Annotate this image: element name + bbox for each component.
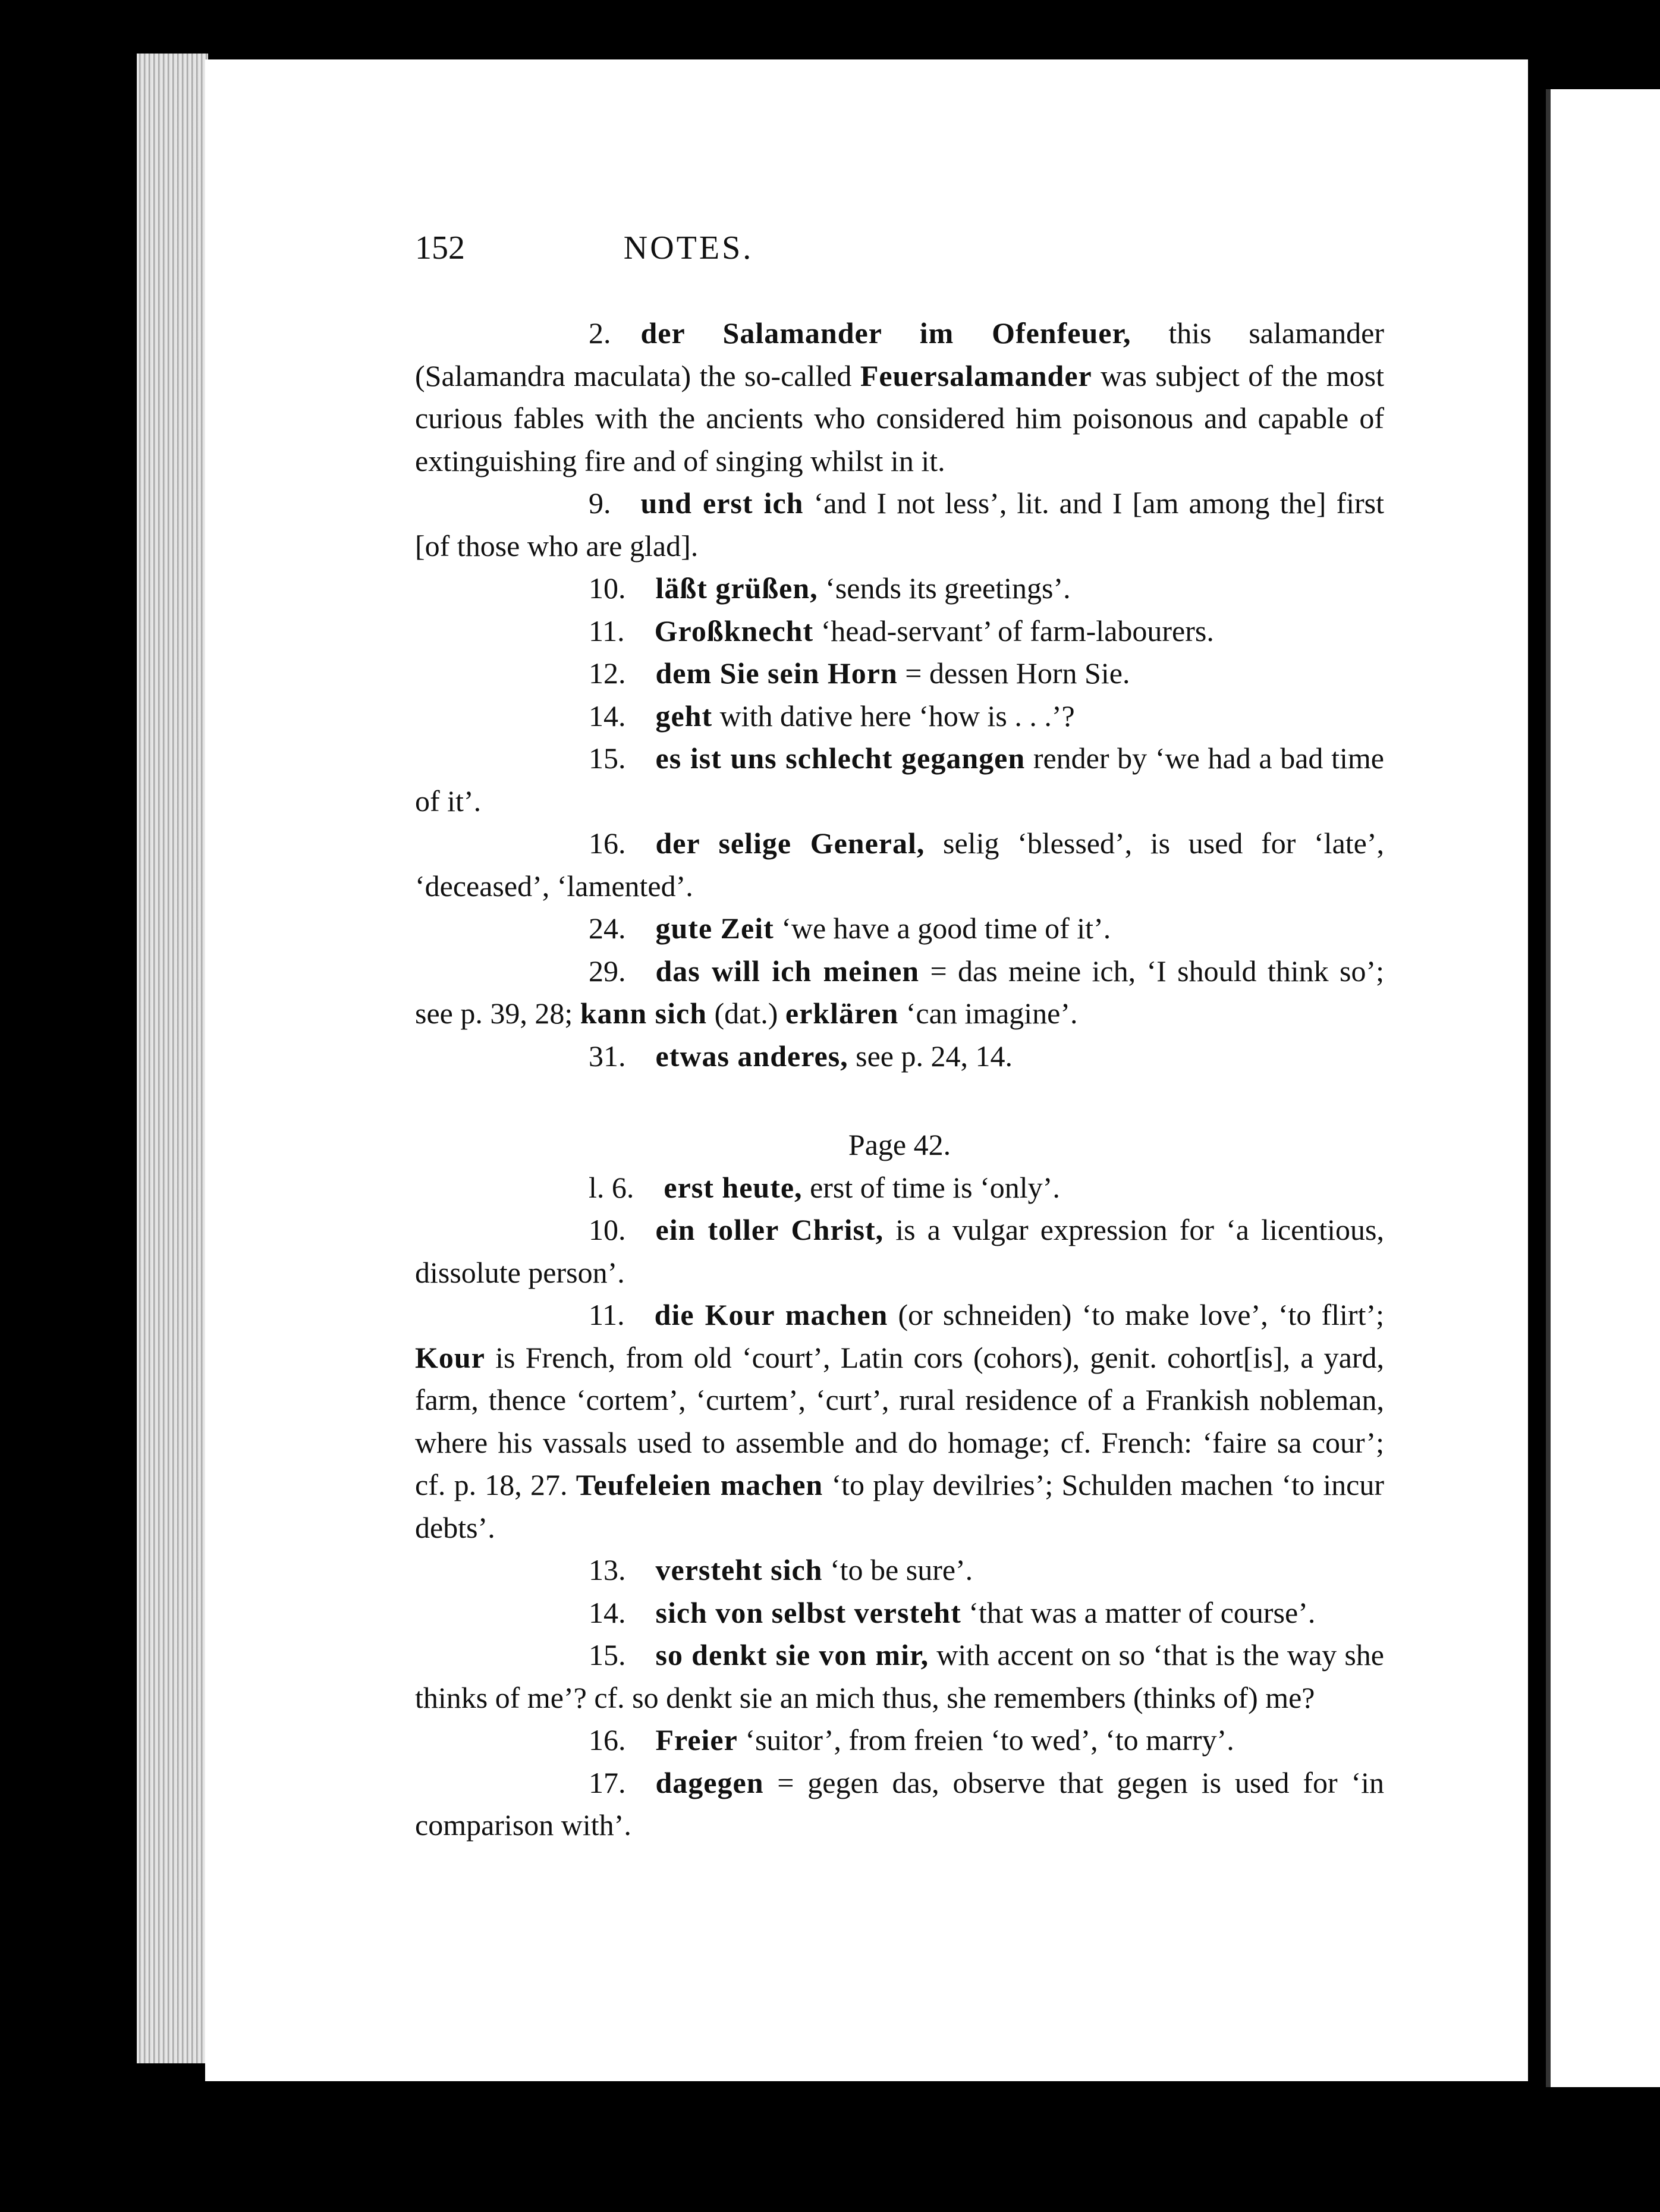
note-entry [415, 1035, 1384, 1078]
note-entry [415, 822, 1384, 907]
note-number: 10. [589, 571, 626, 605]
note-term: das will ich meinen [655, 954, 920, 988]
section-heading: Page 42. [848, 1128, 951, 1161]
note-text: see p. 24, 14. [848, 1039, 1013, 1073]
note-text: ‘sends its greetings’. [818, 571, 1071, 605]
note-term: dem Sie sein Horn [655, 656, 898, 690]
note-term: die Kour machen [654, 1298, 888, 1331]
note-number: 10. [589, 1213, 626, 1246]
note-entry [415, 1549, 1384, 1592]
note-text: ‘we have a good time of it’. [774, 912, 1111, 945]
note-text: ‘suitor’, from freien ‘to wed’, ‘to marry’. [737, 1723, 1234, 1757]
note-number: 16. [589, 1723, 626, 1757]
book-page-edges [137, 54, 208, 2063]
note-entry [415, 1592, 1384, 1635]
note-number: 12. [589, 656, 626, 690]
note-number: 15. [589, 741, 626, 775]
note-text: this salamander (Salamandra maculata) the so-called [415, 316, 1384, 392]
note-text-2: is French, from old ‘court’, Latin cors (cohors), genit. cohort[is], a yard, farm, thence ‘cortem’, ‘curtem’, ‘curt’, rural residence of a Frankish nobleman, where his vassals used to assemble and do homage; cf. French: ‘faire sa cour’; cf. p. 18, 27. [415, 1340, 1384, 1501]
note-text: = das meine ich, ‘I should think so’; see p. 39, 28; [415, 954, 1384, 1030]
note-entry [415, 1762, 1384, 1847]
note-entry [415, 950, 1384, 1035]
note-number: 11. [589, 1298, 625, 1331]
note-entry [415, 1167, 1384, 1209]
page-header [415, 229, 962, 271]
note-entry [415, 1719, 1384, 1762]
note-number: 14. [589, 1595, 626, 1629]
note-term: der selige General, [655, 827, 925, 860]
notes-section-b [415, 1167, 1384, 1847]
note-text-2: was subject of the most curious fables with the ancients who considered him poisonous and capable of extinguishing fire and of singing whilst in it. [415, 359, 1384, 477]
note-number: 15. [589, 1638, 626, 1671]
note-number: 29. [589, 954, 626, 988]
note-term: ein toller Christ, [655, 1213, 884, 1246]
note-text-3: ‘can imagine’. [898, 997, 1078, 1030]
note-term: versteht sich [655, 1553, 823, 1586]
facing-page-edge [1546, 89, 1660, 2087]
note-entry [415, 907, 1384, 950]
note-term: sich von selbst versteht [655, 1595, 961, 1629]
note-term-2: Kour [415, 1340, 485, 1374]
note-number: 11. [589, 614, 625, 648]
note-term-2: Feuersalamander [860, 359, 1092, 392]
note-text: ‘that was a matter of course’. [961, 1595, 1316, 1629]
note-term-3: erklären [785, 997, 899, 1030]
page-number: 152 [415, 230, 465, 266]
note-entry [415, 482, 1384, 567]
note-term-3: Teufeleien machen [576, 1468, 823, 1501]
note-term-2: kann sich [580, 997, 708, 1030]
note-entry [415, 737, 1384, 822]
note-text: = gegen das, observe that gegen is used for ‘in comparison with’. [415, 1765, 1384, 1842]
note-number: 14. [589, 699, 626, 733]
note-term: läßt grüßen, [655, 571, 818, 605]
note-term: es ist uns schlecht gegangen [655, 741, 1026, 775]
note-text: render by ‘we had a bad time of it’. [415, 741, 1384, 818]
note-text: = dessen Horn Sie. [897, 656, 1130, 690]
note-term: Freier [655, 1723, 738, 1757]
note-number: 24. [589, 912, 626, 945]
notes-section-a [415, 312, 1384, 1077]
note-entry [415, 652, 1384, 695]
running-head: NOTES. [623, 230, 754, 266]
note-text: (or schneiden) ‘to make love’, ‘to flirt’; [888, 1298, 1384, 1331]
note-text: ‘head-servant’ of farm-labourers. [813, 614, 1214, 648]
note-text-3: ‘to play devilries’; Schulden machen ‘to incur debts’. [415, 1468, 1385, 1544]
note-entry [415, 567, 1384, 610]
note-text: with accent on so ‘that is the way she thinks of me’? cf. so denkt sie an mich thus, she remembers (thinks of) me? [415, 1638, 1385, 1714]
note-text: erst of time is ‘only’. [802, 1170, 1060, 1204]
notes-body [415, 312, 1384, 1847]
note-number: 13. [589, 1553, 626, 1586]
note-text: selig ‘blessed’, is used for ‘late’, ‘deceased’, ‘lamented’. [415, 827, 1384, 903]
note-term: der Salamander im Ofenfeuer, [640, 316, 1131, 350]
note-entry [415, 1634, 1384, 1719]
note-entry [415, 610, 1384, 653]
note-text: with dative here ‘how is . . .’? [712, 699, 1075, 733]
note-term: Großknecht [654, 614, 814, 648]
note-term: dagegen [655, 1765, 764, 1799]
note-text: is a vulgar expression for ‘a licentious, dissolute person’. [415, 1213, 1385, 1289]
note-number: 9. [589, 486, 611, 520]
note-term: erst heute, [664, 1170, 803, 1204]
note-number: 17. [589, 1765, 626, 1799]
note-term: und erst ich [640, 486, 804, 520]
note-entry [415, 695, 1384, 738]
note-number: 31. [589, 1039, 626, 1073]
note-number: 16. [589, 827, 626, 860]
note-term: gute Zeit [655, 912, 774, 945]
note-term: so denkt sie von mir, [655, 1638, 929, 1671]
note-text-2: (dat.) [707, 997, 785, 1030]
note-entry [415, 1209, 1384, 1294]
note-text: ‘and I not less’, lit. and I [am among the] first [of those who are glad]. [415, 486, 1384, 563]
note-entry [415, 312, 1384, 482]
note-entry [415, 1294, 1384, 1549]
note-term: etwas anderes, [655, 1039, 848, 1073]
note-number: 2. [589, 316, 611, 350]
note-number: l. 6. [589, 1170, 634, 1204]
note-term: geht [655, 699, 713, 733]
note-text: ‘to be sure’. [822, 1553, 973, 1586]
